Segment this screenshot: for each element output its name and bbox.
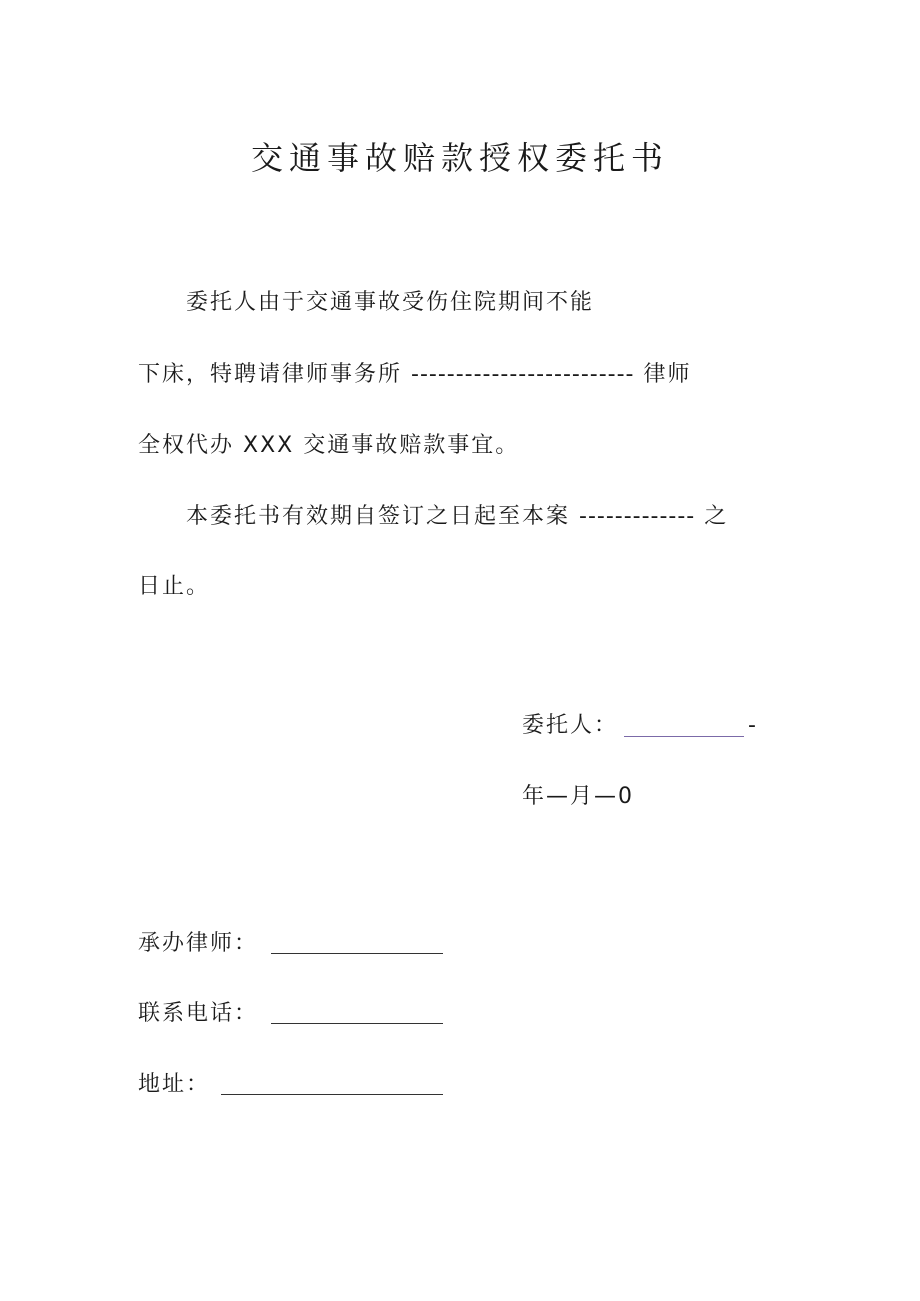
address-blank-line [221, 1094, 443, 1095]
lawyer-blank-line [271, 953, 443, 954]
para1-line2 [138, 360, 692, 390]
case-end-blank-dashes: ------------- [579, 504, 696, 529]
phone-blank-line [271, 1023, 443, 1024]
lawyer-label: 承办律师： [138, 931, 259, 956]
client-signature-trailing: - [748, 713, 758, 738]
address-label: 地址： [138, 1072, 211, 1097]
signature-date: 年—月—0 [522, 784, 634, 809]
para2-line2: 日止。 [138, 574, 211, 599]
para1-line2-suffix: 律师 [643, 362, 692, 387]
para2-line1-suffix: 之 [704, 504, 729, 529]
document-title: 交通事故赔款授权委托书 [250, 139, 669, 177]
law-firm-blank-dashes: ------------------------- [411, 362, 635, 387]
client-signature-label: 委托人： [522, 713, 619, 738]
client-signature-line [624, 736, 744, 737]
para1-line3: 全权代办 XXX 交通事故赔款事宜。 [138, 433, 520, 458]
para2-line1-prefix: 本委托书有效期自签订之日起至本案 [186, 504, 571, 529]
para2-line1 [186, 502, 728, 532]
phone-label: 联系电话： [138, 1001, 259, 1026]
para1-line1: 委托人由于交通事故受伤住院期间不能 [186, 290, 595, 315]
para1-line2-prefix: 下床，特聘请律师事务所 [138, 362, 403, 387]
